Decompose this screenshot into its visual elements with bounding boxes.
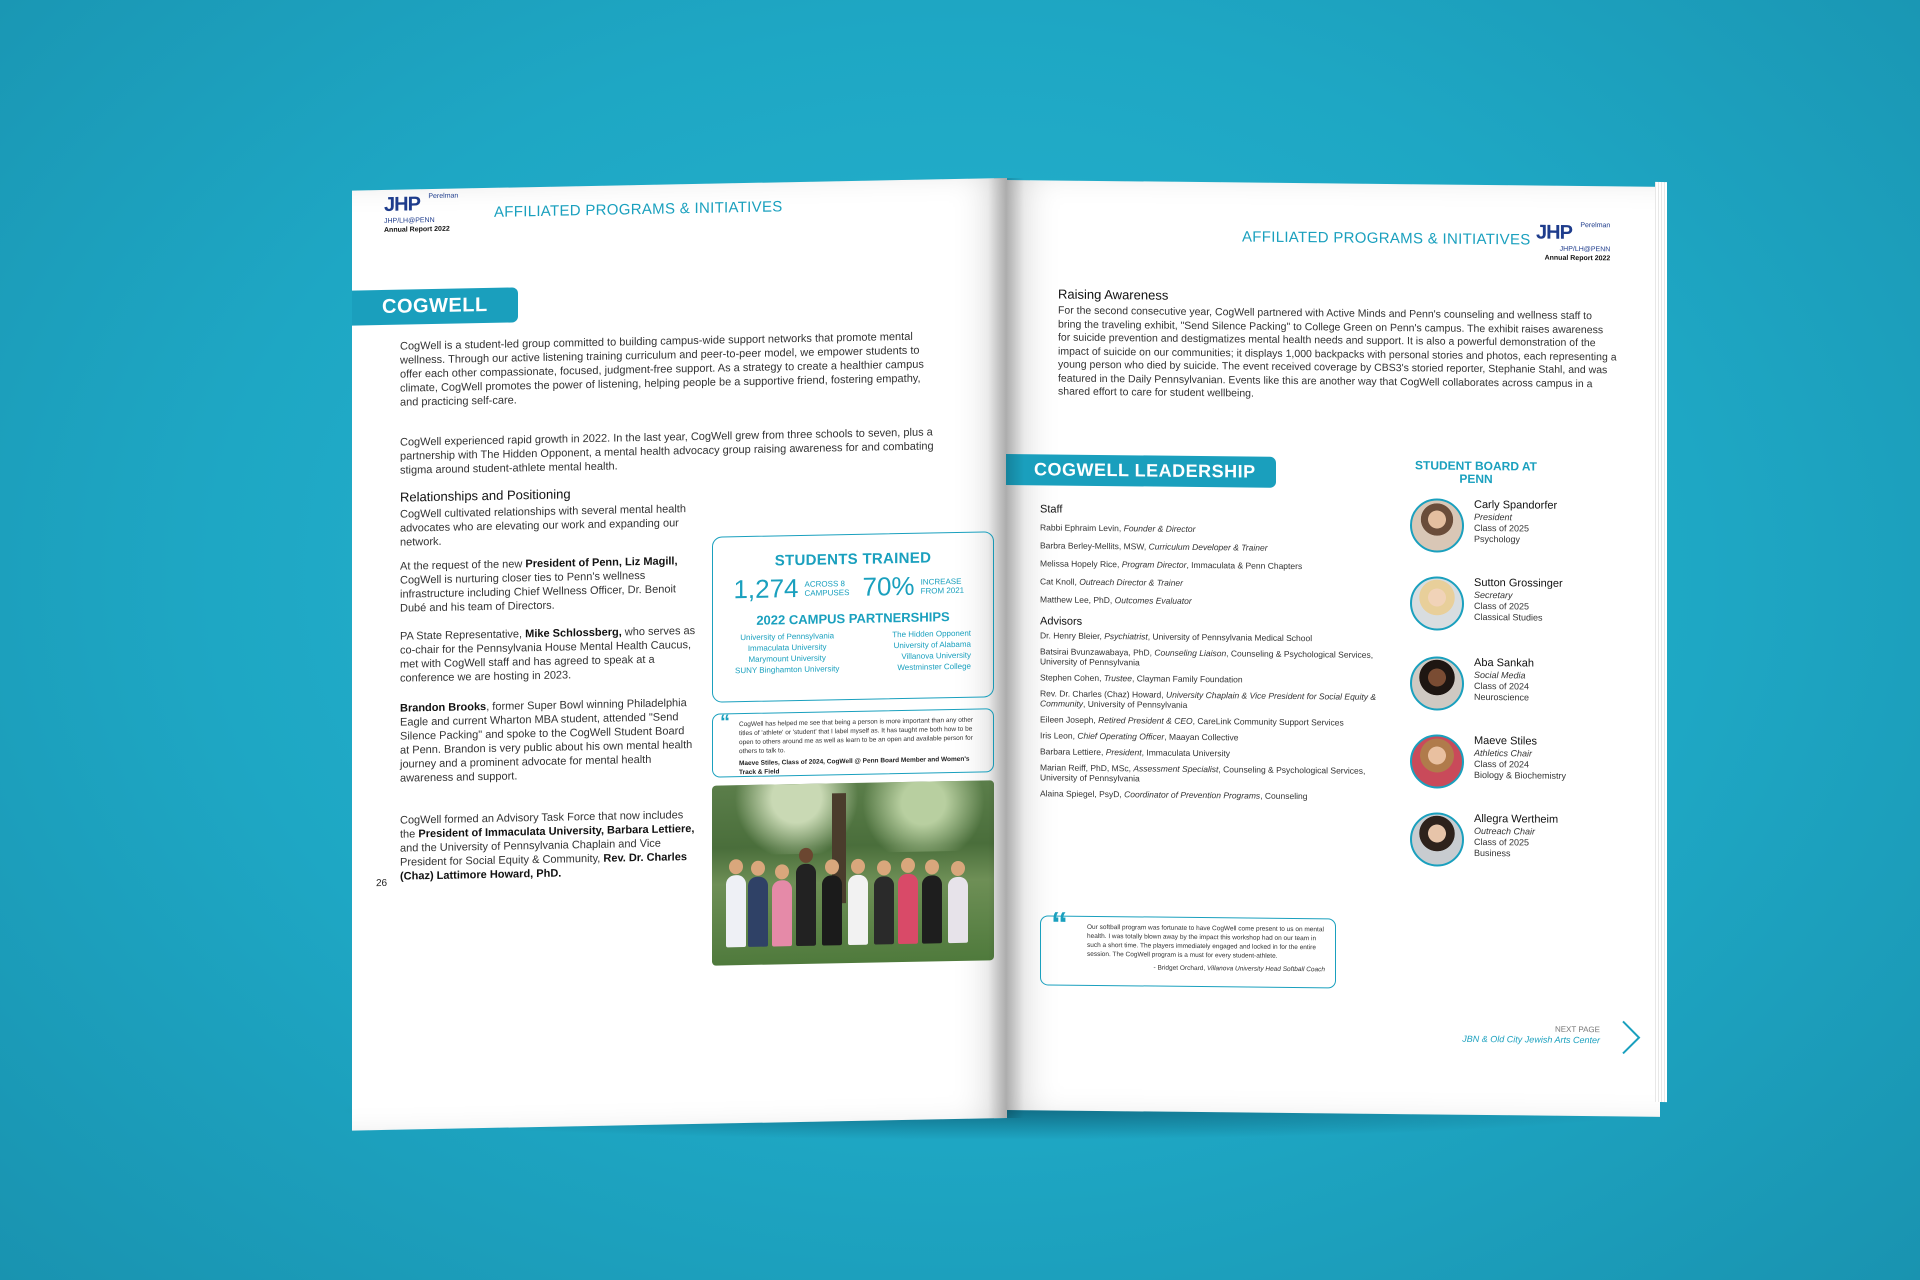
board-member [1410, 734, 1566, 790]
group-photo [712, 780, 994, 965]
logo-sub [1536, 245, 1610, 264]
advisor-name: Stephen Cohen, [1040, 672, 1104, 684]
partners-right [892, 628, 971, 674]
partner: Immaculata University [747, 642, 827, 653]
avatar [1410, 734, 1464, 789]
logo-partner: Perelman [1580, 222, 1611, 230]
advisor-name: Dr. Henry Bleier, [1040, 630, 1105, 642]
board-member [1410, 576, 1563, 632]
next-page-label: NEXT PAGE [1554, 1024, 1600, 1035]
member-role: Athletics Chair [1474, 747, 1533, 759]
member-major: Neuroscience [1474, 691, 1530, 703]
leadership-list [1040, 494, 1380, 808]
board-member-info [1474, 499, 1557, 546]
next-page-link[interactable]: JBN & Old City Jewish Arts Center [1462, 1033, 1600, 1046]
leadership-tab: COGWELL LEADERSHIP [1006, 454, 1276, 488]
p2-b: President of Penn, Liz Magill, [525, 555, 678, 571]
advisor-org: , University of Pennsylvania [1082, 698, 1188, 710]
logo-report: Annual Report 2022 [1544, 254, 1611, 263]
member-major: Psychology [1474, 533, 1521, 545]
advisor-name: Marian Reiff, PhD, MSc, [1040, 762, 1134, 774]
advisor-role: President [1105, 747, 1142, 758]
member-role: Social Media [1474, 669, 1526, 681]
partner: University of Alabama [893, 639, 971, 651]
board-title: STUDENT BOARD AT PENN [1415, 458, 1537, 487]
advisor-org: , Counseling & Psychological Services, University of Pennsylvania [1040, 648, 1374, 668]
raising-heading: Raising Awareness [1058, 286, 1169, 303]
staff-role: Outreach Director & Trainer [1079, 576, 1183, 588]
member-role: Outreach Chair [1474, 825, 1536, 837]
member-major: Biology & Biochemistry [1474, 769, 1567, 781]
advisor-item [1040, 714, 1380, 728]
partner: University of Pennsylvania [740, 631, 835, 643]
photo-person [772, 880, 792, 946]
stats-title: STUDENTS TRAINED [774, 549, 932, 570]
author-prefix: - Bridget Orchard, [1153, 964, 1207, 973]
photo-person [726, 875, 746, 947]
photo-person [948, 877, 968, 943]
avatar [1410, 498, 1464, 553]
logo-report: Annual Report 2022 [384, 225, 450, 234]
staff-name: Barbra Berley-Mellits, MSW, [1040, 540, 1149, 552]
advisor-role: Assessment Specialist [1133, 763, 1219, 775]
partnerships-grid [713, 623, 993, 676]
photo-person [848, 875, 868, 945]
staff-role: Curriculum Developer & Trainer [1148, 541, 1268, 553]
photo-person [822, 875, 842, 945]
member-name: Aba Sankah [1474, 656, 1534, 670]
partner: SUNY Binghamton University [735, 664, 840, 676]
relationships-heading: Relationships and Positioning [400, 486, 571, 505]
staff-heading: Staff [1040, 503, 1063, 516]
staff-org: , Immaculata & Penn Chapters [1186, 559, 1303, 572]
member-class: Class of 2025 [1474, 600, 1530, 612]
member-role: Secretary [1474, 589, 1513, 601]
p2-a: At the request of the new [400, 558, 526, 573]
logo-sub [384, 216, 458, 235]
partner: Marymount University [748, 653, 826, 664]
right-page [1006, 180, 1660, 1117]
raising-paragraph: For the second consecutive year, CogWell partnered with Active Minds and Penn's counseling and wellness staff to bring the traveling exhibit, "Send Silence Packing" to College Green on Penn's campus. The exhibit raises awareness for suicide prevention and destigmatizes mental health needs and support. It is also a powerful demonstration of the impact of suicide on our communities; it displays 1,000 backpacks with personal stories and photos, each representing a young person who died by suicide. The event received coverage by CBS3's storied reporter, Stephanie Stahl, and was featured in the Daily Pennsylvanian. Events like this are another way that CogWell collaborates across campus in a shared effort to care for student wellbeing. [1058, 304, 1617, 400]
next-page[interactable] [1462, 1023, 1600, 1046]
quote-icon: “ [720, 711, 730, 734]
logo-right [1536, 222, 1610, 264]
board-member [1410, 656, 1534, 711]
member-major: Business [1474, 847, 1511, 859]
p5-d: Rev. Dr. Charles (Chaz) Lattimore Howard, PhD. [400, 851, 687, 883]
staff-name: Rabbi Ephraim Levin, [1040, 522, 1124, 534]
member-class: Class of 2024 [1474, 758, 1530, 770]
student-quote [712, 708, 994, 777]
page-number: 26 [376, 877, 388, 890]
stat-students-label: ACROSS 8 CAMPUSES [804, 578, 850, 598]
staff-role: Program Director [1121, 559, 1187, 570]
board-member [1410, 812, 1558, 868]
advisor-role: Trustee [1103, 673, 1132, 684]
advisor-name: Iris Leon, [1040, 730, 1078, 741]
p5-b: President of Immaculata University, Barbara Lettiere, [418, 823, 695, 841]
logo-jhp: JHP [1536, 221, 1572, 244]
advisor-org: , University of Pennsylvania Medical School [1147, 631, 1313, 644]
member-name: Maeve Stiles [1474, 734, 1537, 748]
avatar [1410, 576, 1464, 631]
relationships-p1: CogWell cultivated relationships with several mental health advocates who are elevating our work and expanding our network. [400, 503, 686, 549]
stat-increase-label: INCREASE FROM 2021 [920, 576, 965, 596]
p4-b: , former Super Bowl winning Philadelphia Eagle and current Wharton MBA student, attended "Send Silence Packing" and spoke to the CogWell Student Board at Penn. Brandon is very public about his own mental health journey and a prominent advocate for mental health awareness and support. [400, 697, 693, 785]
avatar [1410, 812, 1464, 867]
growth-paragraph: CogWell experienced rapid growth in 2022. In the last year, CogWell grew from three schools to seven, plus a partnership with The Hidden Opponent, a mental health advocacy group raising awareness for and combating stigma around student-athlete mental health. [400, 426, 934, 477]
partners-left [735, 630, 839, 676]
quote-icon: “ [1051, 905, 1068, 944]
staff-item [1040, 590, 1380, 612]
member-name: Carly Spandorfer [1474, 498, 1558, 512]
partner: Villanova University [901, 650, 971, 662]
member-class: Class of 2025 [1474, 522, 1530, 534]
advisor-role: Counseling Liaison [1154, 647, 1227, 659]
staff-role: Outcomes Evaluator [1114, 595, 1192, 606]
member-major: Classical Studies [1474, 611, 1543, 623]
staff-name: Matthew Lee, PhD, [1040, 594, 1115, 606]
header-title-right: AFFILIATED PROGRAMS & INITIATIVES [1242, 228, 1531, 249]
staff-name: Melissa Hopely Rice, [1040, 558, 1122, 570]
advisor-item [1040, 746, 1380, 760]
advisor-name: Rev. Dr. Charles (Chaz) Howard, [1040, 688, 1166, 700]
partner: Westminster College [897, 661, 971, 673]
staff-role: Founder & Director [1123, 523, 1196, 534]
staff-name: Cat Knoll, [1040, 576, 1080, 587]
advisor-item [1040, 762, 1380, 786]
advisor-org: , Immaculata University [1141, 747, 1230, 759]
board-member [1410, 498, 1557, 554]
relationships-p3 [400, 624, 700, 686]
advisor-org: , Counseling [1260, 790, 1308, 802]
left-page [352, 178, 1007, 1131]
board-member-info [1474, 577, 1563, 624]
advisor-role: Chief Operating Officer [1077, 730, 1165, 742]
photo-person [796, 864, 816, 946]
member-role: President [1474, 511, 1513, 523]
coach-quote-text: Our softball program was fortunate to have CogWell come present to us on mental health. I was totally blown away by the impact this workshop had on our team in such a short time. The players immediately engaged and locked in for the entire session. The CogWell program is a must for every student-athlete. [1087, 923, 1324, 960]
partner: The Hidden Opponent [892, 628, 971, 640]
p2-c: CogWell is nurturing closer ties to Penn's wellness infrastructure including Chief Wellness Officer, Dr. Benoit Dubé and his team of Directors. [400, 569, 676, 615]
logo-partner: Perelman [428, 192, 459, 201]
logo-jhp: JHP [384, 193, 420, 216]
advisor-role: University Chaplain & Vice President for Social Equity & Community [1040, 689, 1377, 709]
advisor-item [1040, 730, 1380, 744]
advisor-role: Psychiatrist [1104, 631, 1148, 642]
stat-row [713, 569, 993, 605]
advisor-item [1040, 646, 1380, 670]
stats-box [712, 531, 994, 702]
board-member-info [1474, 657, 1534, 704]
advisor-item [1040, 788, 1380, 802]
board-member-info [1474, 735, 1566, 782]
coach-quote-author [1087, 963, 1325, 974]
page-edges [1655, 182, 1667, 1102]
intro-paragraph: CogWell is a student-led group committed to building campus-wide support networks that promote mental wellness. Through our active listening training curriculum and peer-to-peer model, we empower students to offer each other compassionate, focused, judgment-free support. As a strategy to create a healthier campus climate, CogWell promotes the power of listening, helping people be a supportive friend, fostering empathy, and practicing self-care. [400, 330, 924, 409]
advisors-heading: Advisors [1040, 615, 1083, 628]
photo-person [748, 877, 768, 947]
p4-a: Brandon Brooks [400, 701, 487, 715]
advisor-role: Coordinator of Prevention Programs [1124, 789, 1261, 801]
photo-foliage [712, 780, 994, 855]
member-name: Sutton Grossinger [1474, 576, 1563, 590]
header-title: AFFILIATED PROGRAMS & INITIATIVES [494, 198, 783, 221]
logo [384, 193, 458, 235]
logo-sub-text: JHP/LH@PENN [384, 216, 435, 225]
quote-text: CogWell has helped me see that being a person is more important than any other titles of 'athlete' or 'student' that I label myself as. It has taught me both how to be open to others around me as well as learn to be an open and available person for others to talk to. [739, 716, 974, 756]
p3-a: PA State Representative, [400, 628, 526, 643]
photo-person [922, 875, 942, 943]
photo-person [874, 876, 894, 944]
author-title: Villanova University Head Softball Coach [1206, 965, 1325, 974]
photo-person [898, 874, 918, 944]
coach-quote [1040, 905, 1336, 988]
relationships-p2 [400, 554, 690, 616]
advisor-name: Batsirai Bvunzawabaya, PhD, [1040, 646, 1155, 658]
logo-sub-text: JHP/LH@PENN [1559, 245, 1611, 254]
advisor-org: , Counseling & Psychological Services, University of Pennsylvania [1040, 764, 1366, 784]
relationships-p4 [400, 696, 696, 786]
advisor-item [1040, 688, 1380, 712]
advisor-item [1040, 672, 1380, 686]
advisor-name: Barbara Lettiere, [1040, 746, 1106, 758]
advisor-org: , Clayman Family Foundation [1132, 673, 1243, 685]
partnerships-title: 2022 CAMPUS PARTNERSHIPS [756, 609, 950, 628]
advisor-org: , Maayan Collective [1164, 731, 1239, 743]
advisor-role: Retired President & CEO [1098, 714, 1193, 726]
p3-c: who serves as co-chair for the Pennsylvania House Mental Health Caucus, met with CogWell staff and has agreed to speak at a conference we are hosting in 2023. [400, 624, 696, 685]
chevron-right-icon[interactable] [1620, 1019, 1642, 1055]
member-name: Allegra Wertheim [1474, 812, 1559, 826]
p5-a: CogWell formed an Advisory Task Force that now includes the [400, 809, 684, 841]
avatar [1410, 656, 1464, 711]
member-class: Class of 2025 [1474, 836, 1530, 848]
cogwell-tab: COGWELL [352, 287, 518, 325]
relationships-p5 [400, 808, 696, 884]
p3-b: Mike Schlossberg, [525, 626, 622, 641]
advisor-name: Alaina Spiegel, PsyD, [1040, 788, 1125, 800]
quote-author: Maeve Stiles, Class of 2024, CogWell @ Penn Board Member and Women's Track & Field [739, 755, 970, 777]
stat-students-trained: 1,274 [733, 573, 799, 605]
stat-increase: 70% [862, 570, 915, 602]
p5-c: and the University of Pennsylvania Chaplain and Vice President for Social Equity & Community, [400, 837, 661, 869]
advisor-org: , CareLink Community Support Services [1192, 715, 1344, 728]
advisor-name: Eileen Joseph, [1040, 714, 1099, 725]
member-class: Class of 2024 [1474, 680, 1530, 692]
board-member-info [1474, 813, 1558, 860]
